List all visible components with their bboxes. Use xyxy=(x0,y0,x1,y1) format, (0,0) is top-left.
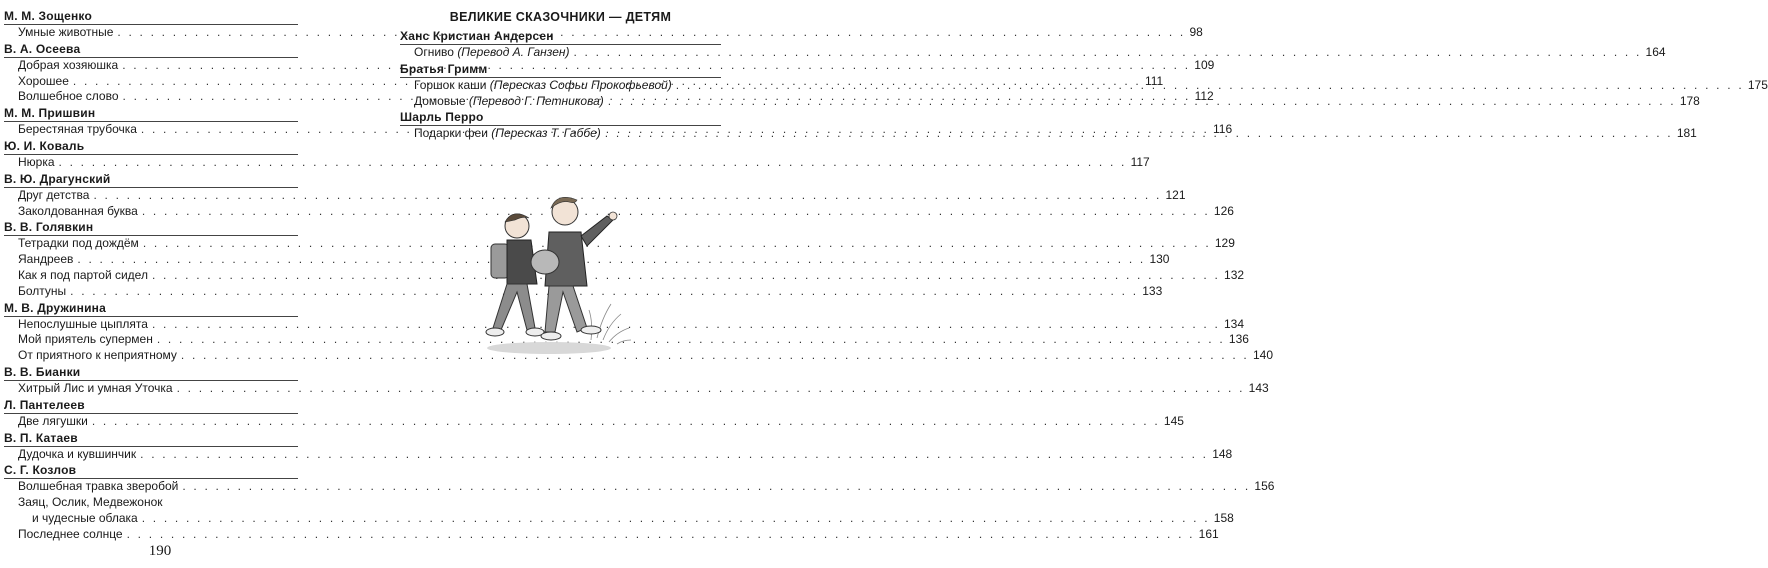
toc-page-number: 140 xyxy=(1252,348,1273,363)
toc-entry-title-text: Волшебное слово xyxy=(18,89,119,104)
toc-page-number: 161 xyxy=(1198,526,1219,541)
toc-entry-title xyxy=(400,126,601,142)
toc-author: С. Г. Козлов xyxy=(4,462,298,479)
leader-dots xyxy=(608,94,1676,110)
toc-entry-title xyxy=(4,122,137,138)
toc-author: В. А. Осеева xyxy=(4,41,298,58)
toc-entry-title xyxy=(4,479,178,495)
toc-entry-title-text: Хитрый Лис и умная Уточка xyxy=(18,380,173,395)
toc-entry xyxy=(4,495,1234,527)
toc-entry-translator: (Пересказ Софьи Прокофьевой) xyxy=(489,77,672,92)
toc-entry-title-text: От приятного к неприятному xyxy=(18,348,177,363)
toc-entry-translator: (Перевод А. Ганзен) xyxy=(457,45,570,59)
toc-entry xyxy=(4,348,1273,364)
toc-entry xyxy=(4,236,1235,252)
toc-author: Л. Пантелеев xyxy=(4,397,298,414)
toc-author: Братья Гримм xyxy=(400,61,721,78)
toc-entry xyxy=(4,252,1170,268)
toc-author: В. П. Катаев xyxy=(4,430,298,447)
toc-page-number: 156 xyxy=(1254,479,1275,494)
section-title: ВЕЛИКИЕ СКАЗОЧНИКИ — ДЕТЯМ xyxy=(449,10,672,24)
toc-page-number: 164 xyxy=(1645,45,1666,59)
toc-entry-title-text: Умные животные xyxy=(18,25,114,39)
toc-page-number: 126 xyxy=(1213,203,1234,218)
toc-entry-title-cont xyxy=(4,511,138,527)
toc-entry xyxy=(4,332,1249,348)
toc-entry-title-text: Тетрадки под дождём xyxy=(18,236,139,251)
toc-entry-title-text: Подарки феи xyxy=(414,126,488,141)
toc-entry-title xyxy=(4,155,55,171)
toc-entry-title-text: Хорошее xyxy=(18,73,69,88)
toc-author: М. В. Дружинина xyxy=(4,300,298,317)
leader-dots xyxy=(605,126,1673,142)
toc-entry-title xyxy=(4,332,153,348)
toc-author: М. М. Зощенко xyxy=(4,8,298,25)
toc-entry-title-text: Огниво xyxy=(414,45,454,59)
toc-author: В. В. Голявкин xyxy=(4,219,298,236)
toc-entry-title xyxy=(4,236,139,252)
toc-page-number: 130 xyxy=(1149,252,1170,267)
toc-entry-title xyxy=(4,268,148,284)
toc-page-number: 112 xyxy=(1194,89,1214,104)
toc-page-number: 129 xyxy=(1214,236,1235,251)
toc-entry-title xyxy=(4,58,118,74)
toc-entry-title xyxy=(4,348,177,364)
toc-entry xyxy=(4,316,1245,333)
toc-entry-title xyxy=(4,317,148,333)
page-number: 190 xyxy=(148,543,172,559)
toc-entry-title-text: Горшок каши xyxy=(414,77,487,92)
toc-entry-title xyxy=(4,74,69,90)
toc-page-number: 178 xyxy=(1679,93,1700,108)
toc-entry-title xyxy=(400,45,569,61)
toc-entry-title xyxy=(4,447,136,463)
toc-entry xyxy=(4,154,1150,171)
toc-entry-title-text: Мой приятель супермен xyxy=(18,332,153,347)
toc-page-number: 121 xyxy=(1165,187,1186,202)
toc-page-number: 98 xyxy=(1189,25,1203,39)
toc-entry-title-text: Берестяная трубочка xyxy=(18,122,137,137)
toc-entry xyxy=(4,526,1219,543)
toc-entry-title-text: Друг детства xyxy=(18,187,90,202)
toc-entry xyxy=(4,187,1186,204)
toc-entry-title-text: Две лягушки xyxy=(18,413,88,428)
toc-entry xyxy=(4,283,1163,300)
toc-page-number: 132 xyxy=(1224,267,1245,282)
toc-entry-title: Заяц, Ослик, Медвежонок xyxy=(18,495,163,510)
leader-dots xyxy=(573,45,1641,61)
toc-entry-title-text: Домовые xyxy=(414,93,466,108)
toc-entry-translator: (Перевод Г. Петникова) xyxy=(468,93,604,108)
toc-entry-title xyxy=(4,204,138,220)
toc-author: В. В. Бианки xyxy=(4,364,298,381)
toc-page-number: 109 xyxy=(1194,57,1215,72)
toc-page-number: 136 xyxy=(1228,332,1249,347)
toc-entry xyxy=(4,413,1184,430)
leader-dots xyxy=(676,78,1744,94)
toc-entry-title xyxy=(4,188,89,204)
toc-page-number: 181 xyxy=(1676,126,1697,141)
toc-page-number: 111 xyxy=(1144,73,1164,88)
toc-page-number: 158 xyxy=(1213,510,1234,525)
toc-page-number: 175 xyxy=(1747,77,1768,92)
toc-entry-title-cont-text: и чудесные облака xyxy=(32,510,138,525)
toc-entry-title-text: Дудочка и кувшинчик xyxy=(18,446,137,461)
toc-entry-title xyxy=(4,252,73,268)
toc-page-number: 134 xyxy=(1224,316,1245,331)
toc-entry-title-text: Добрая хозяюшка xyxy=(18,57,119,72)
toc-author: Ю. И. Коваль xyxy=(4,138,298,155)
toc-author: Шарль Перро xyxy=(400,109,721,126)
toc-entry xyxy=(4,203,1234,220)
toc-author: Ханс Кристиан Андерсен xyxy=(400,28,721,45)
toc-page-number: 117 xyxy=(1130,154,1150,169)
toc-entry-title xyxy=(4,284,66,300)
toc-entry-title xyxy=(400,94,604,110)
toc-entry-title-text: Нюрка xyxy=(18,154,55,169)
toc-entry-title xyxy=(4,381,173,397)
toc-entry-title-text: Заколдованная буква xyxy=(18,203,138,218)
toc-author: М. М. Пришвин xyxy=(4,105,298,122)
toc-entry-title-text: Яандреев xyxy=(18,252,74,267)
toc-entry-title xyxy=(400,78,672,94)
toc-entry xyxy=(4,380,1269,397)
toc-page-number: 148 xyxy=(1212,446,1233,461)
two-boys-walking-illustration xyxy=(477,188,633,358)
toc-entry-title xyxy=(4,25,113,41)
toc-entry xyxy=(400,45,1666,61)
toc-entry-title-text: Болтуны xyxy=(18,283,67,298)
toc-page-number: 133 xyxy=(1142,283,1163,298)
toc-entry xyxy=(4,446,1233,463)
toc-page-number: 143 xyxy=(1248,380,1269,395)
toc-entry-title-text: Как я под партой сидел xyxy=(18,267,148,282)
toc-entry-title xyxy=(4,527,123,543)
toc-entry-title xyxy=(4,89,119,105)
toc-entry-translator: (Пересказ Т. Габбе) xyxy=(491,126,601,141)
toc-entry-title-text: Непослушные цыплята xyxy=(18,316,148,331)
toc-page-number: 116 xyxy=(1212,122,1233,137)
toc-entry-title xyxy=(4,414,88,430)
toc-page-number: 145 xyxy=(1163,413,1184,428)
toc-entry-title-text: Последнее солнце xyxy=(18,526,123,541)
toc-author: В. Ю. Драгунский xyxy=(4,171,298,188)
toc-entry xyxy=(4,479,1275,495)
toc-entry-title-text: Волшебная травка зверобой xyxy=(18,479,179,494)
toc-entry xyxy=(4,267,1245,284)
